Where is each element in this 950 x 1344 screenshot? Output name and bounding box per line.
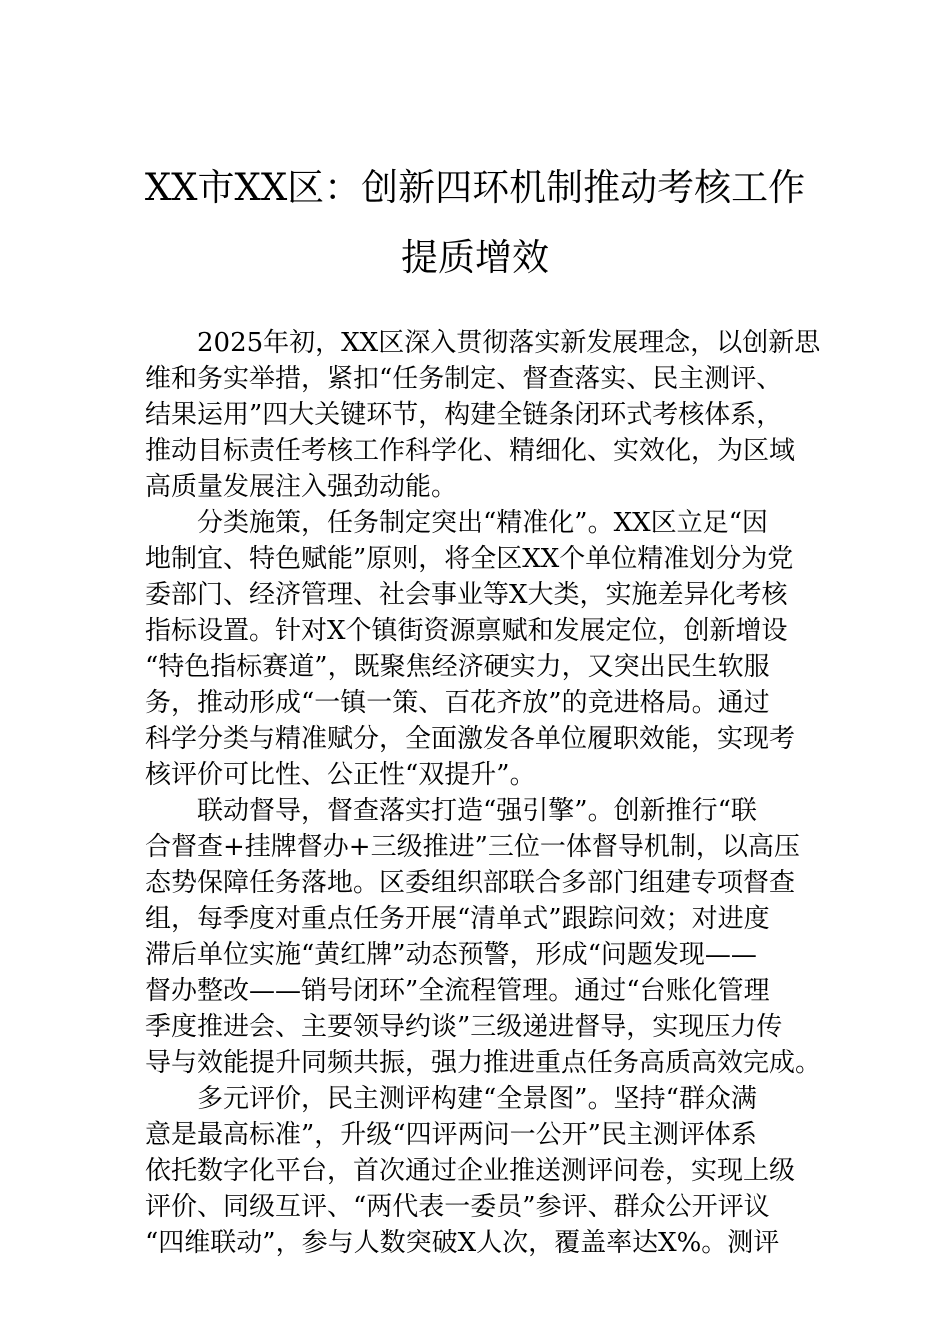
paragraph-2-line-7: 科学分类与精准赋分，全面激发各单位履职效能，实现考: [145, 724, 796, 754]
paragraph-3-line-1: 联动督导，督查落实打造“强引擎”。创新推行“联: [197, 796, 757, 826]
paragraph-4-line-2: 意是最高标准”，升级“四评两问一公开”民主测评体系: [145, 1120, 757, 1150]
paragraph-3-line-4: 组，每季度对重点任务开展“清单式”跟踪问效；对进度: [145, 904, 770, 934]
paragraph-4-line-3: 依托数字化平台，首次通过企业推送测评问卷，实现上级: [145, 1156, 796, 1186]
paragraph-3-line-2: 合督查+挂牌督办+三级推进”三位一体督导机制，以高压: [145, 832, 800, 862]
paragraph-2-line-4: 指标设置。针对X个镇街资源禀赋和发展定位，创新增设: [145, 616, 788, 646]
paragraph-2-line-6: 务，推动形成“一镇一策、百花齐放”的竞进格局。通过: [145, 688, 770, 718]
paragraph-2-line-2: 地制宜、特色赋能”原则，将全区XX个单位精准划分为党: [145, 544, 794, 574]
paragraph-4-line-5: “四维联动”，参与人数突破X人次，覆盖率达X%。测评: [145, 1228, 780, 1258]
paragraph-4-line-4: 评价、同级互评、“两代表一委员”参评、群众公开评议: [145, 1192, 770, 1222]
paragraph-2-line-3: 委部门、经济管理、社会事业等X大类，实施差异化考核: [145, 580, 788, 610]
paragraph-3-line-5: 滞后单位实施“黄红牌”动态预警，形成“问题发现——: [145, 940, 757, 970]
paragraph-3-line-7: 季度推进会、主要领导约谈”三级递进督导，实现压力传: [145, 1012, 783, 1042]
document-body: [145, 325, 822, 1261]
paragraph-1-line-4: 推动目标责任考核工作科学化、精细化、实效化，为区域: [145, 436, 796, 466]
paragraph-1-line-5: 高质量发展注入强劲动能。: [145, 472, 458, 502]
paragraph-2-line-8: 核评价可比性、公正性“双提升”。: [145, 760, 536, 790]
paragraph-1-line-2: 维和务实举措，紧扣“任务制定、督查落实、民主测评、: [145, 364, 783, 394]
document-title-line-2: 提质增效: [401, 236, 549, 279]
paragraph-1-line-1: 2025年初，XX区深入贯彻落实新发展理念，以创新思: [197, 328, 821, 358]
paragraph-3-line-3: 态势保障任务落地。区委组织部联合多部门组建专项督查: [145, 868, 796, 898]
paragraph-4-line-1: 多元评价，民主测评构建“全景图”。坚持“群众满: [197, 1084, 757, 1114]
paragraph-2-line-5: “特色指标赛道”，既聚焦经济硬实力，又突出民生软服: [145, 652, 770, 682]
paragraph-2-line-1: 分类施策，任务制定突出“精准化”。XX区立足“因: [197, 508, 768, 538]
document-title-line-1: XX市XX区：创新四环机制推动考核工作: [144, 166, 806, 209]
paragraph-3-line-6: 督办整改——销号闭环”全流程管理。通过“台账化管理: [145, 976, 770, 1006]
paragraph-3-line-8: 导与效能提升同频共振，强力推进重点任务高质高效完成。: [145, 1048, 822, 1078]
paragraph-1-line-3: 结果运用”四大关键环节，构建全链条闭环式考核体系，: [145, 400, 783, 430]
